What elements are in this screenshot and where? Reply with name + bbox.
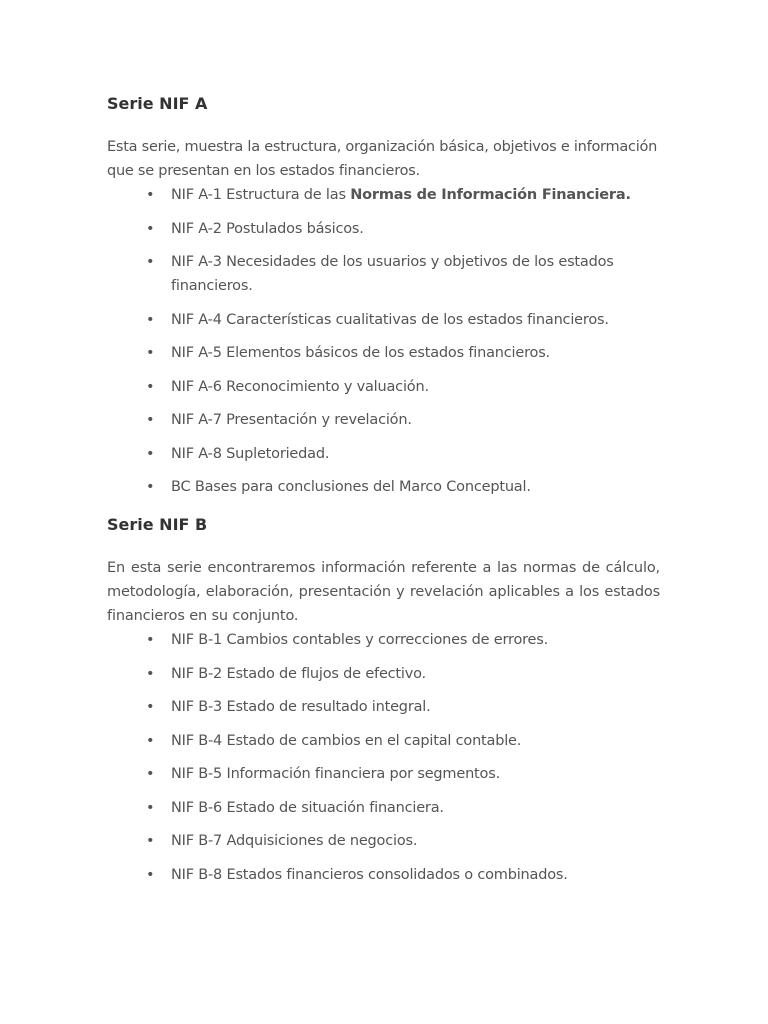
intro-serie-a: Esta serie, muestra la estructura, organización básica, objetivos e información que se presentan en los estados financieros. [107,139,658,179]
section-heading-serie-a: Serie NIF A [107,94,208,113]
list-item-text: NIF B-5 Información financiera por segmentos. [171,766,500,782]
list-item-bold-text: Normas de Información Financiera. [350,187,631,203]
list-item [107,829,660,853]
list-item-text: NIF A-2 Postulados básicos. [171,220,364,237]
list-item-text: NIF B-1 Cambios contables y correcciones de errores. [171,632,549,648]
list-item [107,341,660,365]
list-item [107,250,660,298]
list-item-text: NIF B-7 Adquisiciones de negocios. [171,833,418,849]
list-item [107,695,660,719]
list-item [107,729,660,753]
bullet-icon: • [146,699,155,715]
list-item [107,442,660,466]
bullet-icon: • [146,479,155,495]
list-item-text: NIF A-1 Estructura de las [171,187,351,203]
list-item [107,662,660,686]
bullet-icon: • [146,732,155,749]
list-item-text: NIF A-8 Supletoriedad. [171,445,330,462]
bullet-icon: • [146,254,155,270]
section-heading-serie-b: Serie NIF B [107,515,208,534]
list-serie-a [107,183,660,499]
document-page [107,90,660,896]
list-item-text: NIF A-5 Elementos básicos de los estados financieros. [171,345,550,361]
bullet-icon: • [146,311,155,328]
list-item [107,217,660,241]
list-item-text: NIF A-4 Características cualitativas de los estados financieros. [171,311,609,328]
list-item [107,408,660,432]
list-item-text: NIF B-4 Estado de cambios en el capital contable. [171,732,522,749]
list-item [107,475,660,499]
list-item-text: NIF B-2 Estado de flujos de efectivo. [171,665,426,682]
list-serie-b [107,628,660,887]
bullet-icon: • [146,833,155,849]
list-item-text: NIF A-7 Presentación y revelación. [171,412,412,428]
list-item [107,183,660,207]
bullet-icon: • [146,766,155,782]
list-item [107,628,660,652]
list-item [107,863,660,887]
bullet-icon: • [146,665,155,682]
list-item-text: NIF A-6 Reconocimiento y valuación. [171,378,429,395]
list-item [107,375,660,399]
list-item-text: NIF B-8 Estados financieros consolidados o combinados. [171,866,568,883]
list-item-text: NIF B-3 Estado de resultado integral. [171,699,431,715]
list-item-text: NIF A-3 Necesidades de los usuarios y objetivos de los estados financieros. [171,254,614,294]
bullet-icon: • [146,445,155,462]
bullet-icon: • [146,866,155,883]
list-item [107,762,660,786]
bullet-icon: • [146,220,155,237]
intro-serie-b: En esta serie encontraremos información referente a las normas de cálculo, metodología, elaboración, presentación y revelación aplicables a los estados financieros en su conjunto. [107,560,660,624]
list-item-text: NIF B-6 Estado de situación financiera. [171,799,444,816]
list-item [107,308,660,332]
list-item [107,796,660,820]
bullet-icon: • [146,345,155,361]
bullet-icon: • [146,799,155,816]
bullet-icon: • [146,632,155,648]
bullet-icon: • [146,412,155,428]
list-item-text: BC Bases para conclusiones del Marco Conceptual. [171,479,531,495]
bullet-icon: • [146,187,155,203]
bullet-icon: • [146,378,155,395]
